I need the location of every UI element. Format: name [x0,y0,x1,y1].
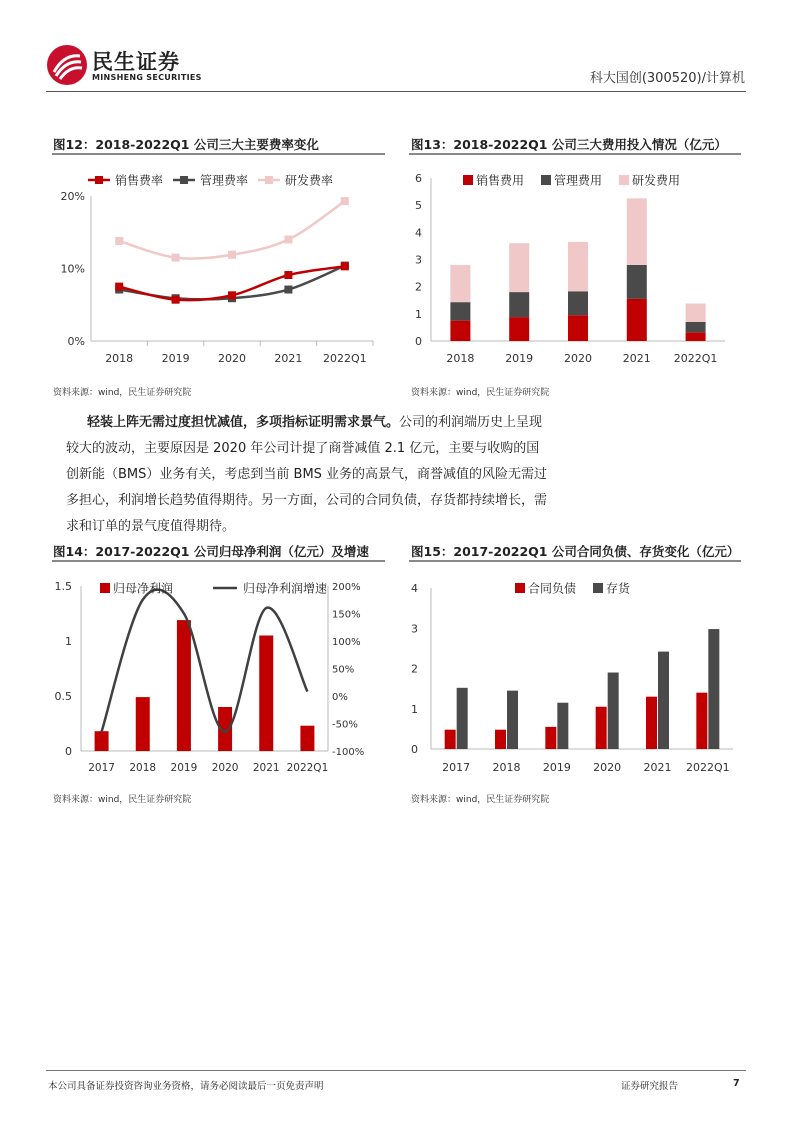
x-tick-label: 2022Q1 [673,352,718,365]
x-tick-label: 2021 [643,761,672,774]
bar-2-2 [568,242,588,291]
fig14-chart [48,568,393,778]
data-point-0-0 [115,283,123,291]
y-tick-label: 6 [415,172,422,185]
legend-label-0: 销售费用 [476,173,525,188]
y-tick-label: 3 [411,622,418,636]
bar-2-3 [627,198,647,265]
y-tick-label: 5 [415,199,422,213]
x-tick-label: 2018 [446,352,475,365]
series-line-2 [119,201,345,259]
bar-0-0 [450,321,470,341]
fig12-source: 资料来源：wind，民生证券研究院 [53,388,192,398]
x-tick-label: 2019 [170,762,198,774]
bar-0-2 [568,315,588,341]
legend-label-2: 研发费用 [632,173,681,188]
paragraph-bold: 轻装上阵无需过度担忧减值，多项指标证明需求景气。 [87,415,400,430]
x-tick-label: 2018 [492,761,521,774]
header-divider [46,91,746,92]
data-point-2-4 [341,197,349,205]
y-tick-label: 1 [415,307,422,321]
x-tick-label: 2019 [505,352,534,365]
data-point-2-1 [172,254,180,262]
legend-swatch-0 [100,583,110,593]
x-tick-label: 2019 [161,352,190,365]
data-point-0-4 [341,262,349,270]
x-tick-label: 2017 [88,762,115,774]
x-tick-label: 2017 [442,761,471,774]
legend-label-1: 管理费率 [200,173,249,188]
footer-disclaimer: 本公司具备证券投资咨询业务资格，请务必阅读最后一页免责声明 [48,1081,324,1092]
y-tick-label: 0 [411,743,418,756]
y-left-tick-label: 0 [65,745,72,758]
x-tick-label: 2021 [622,352,651,365]
x-tick-label: 2022Q1 [322,352,367,365]
y-left-tick-label: 1.5 [54,580,72,593]
bar-0-0 [445,730,456,749]
bar-0-5 [696,693,707,749]
x-tick-label: 2022Q1 [286,762,329,774]
fig14-title: 图14：2017-2022Q1 公司归母净利润（亿元）及增速 [53,544,369,559]
legend-label-1: 归母净利润增速 [243,581,328,596]
y-tick-label: 4 [415,226,422,240]
data-point-0-1 [172,296,180,304]
bar-0-3 [627,299,647,341]
y-right-tick-label: -100% [332,747,365,758]
logo-icon [46,44,88,86]
x-tick-label: 2020 [211,762,239,774]
x-tick-label: 2021 [252,762,280,774]
legend-swatch-0 [463,175,473,185]
footer-report-type: 证券研究报告 [621,1081,679,1092]
bar-0-3 [596,707,607,749]
legend-swatch-1 [541,175,551,185]
legend-swatch-1 [593,583,603,593]
fig14-source: 资料来源：wind，民生证券研究院 [53,795,192,805]
y-right-tick-label: 0% [332,692,348,703]
data-point-2-3 [284,236,292,244]
y-tick-label: 3 [415,253,422,267]
fig13-title-rule [409,153,741,155]
legend-label-2: 研发费率 [285,173,334,188]
bar-0-1 [495,730,506,749]
bar-0-4 [686,332,706,341]
legend-label-1: 管理费用 [554,173,603,188]
body-paragraph [66,410,548,540]
legend-label-0: 合同负债 [528,581,577,596]
bar-5 [300,726,314,751]
data-point-1-3 [284,286,292,294]
bar-2-4 [686,304,706,322]
bar-1-2 [568,291,588,315]
legend-label-0: 销售费率 [115,173,164,188]
y-tick-label: 0 [415,335,422,348]
data-point-2-0 [115,237,123,245]
fig12-chart [48,160,388,370]
data-point-0-2 [228,291,236,299]
bar-1-1 [507,691,518,749]
bar-1-4 [686,322,706,332]
bar-0-2 [545,727,556,749]
x-tick-label: 2020 [218,352,246,365]
header [0,0,793,95]
data-point-2-2 [228,251,236,259]
y-tick-label: 20% [60,190,85,203]
bar-1-4 [658,652,669,749]
x-tick-label: 2022Q1 [686,761,730,774]
fig12-title: 图12：2018-2022Q1 公司三大主要费率变化 [53,137,319,152]
y-tick-label: 2 [411,662,418,676]
footer-divider [46,1070,746,1071]
bar-1-5 [708,629,719,749]
fig12-title-rule [52,153,385,155]
bar-1-1 [509,292,529,317]
fig15-title-rule [409,560,741,562]
y-left-tick-label: 0.5 [54,690,72,703]
page-number: 7 [733,1078,740,1089]
y-right-tick-label: 100% [332,637,361,648]
legend-marker-1 [180,176,188,184]
paragraph-text: 公司的利润端历史上呈现较大的波动，主要原因是 2020 年公司计提了商誉减值 2.1 亿元，主要与收购的国创新能（BMS）业务有关，考虑到当前 BMS 业务的高景气，商誉减值的风险无需过多担心，利润增长趋势值得期待。另一方面，公司的合同负债，存货都持续增长，需求和订单的景气度值得期待。 [66,415,548,534]
bar-2 [177,620,191,751]
x-tick-label: 2020 [564,352,592,365]
growth-line [102,590,308,732]
y-tick-label: 1 [411,702,418,716]
company-name-cn: 民生证券 [92,50,180,74]
stock-label: 科大国创(300520)/计算机 [589,71,745,86]
fig13-chart [405,160,745,370]
x-tick-label: 2021 [274,352,303,365]
legend-marker-0 [95,176,103,184]
y-tick-label: 0% [67,335,85,348]
fig15-chart [405,568,745,778]
bar-0-4 [646,697,657,749]
x-tick-label: 2020 [593,761,622,774]
x-tick-label: 2019 [542,761,571,774]
bar-4 [259,636,273,752]
y-tick-label: 4 [411,582,418,595]
company-name-en: MINSHENG SECURITIES [92,73,202,82]
fig13-source: 资料来源：wind，民生证券研究院 [411,388,550,398]
x-tick-label: 2018 [129,762,157,774]
y-right-tick-label: 50% [332,664,355,676]
y-left-tick-label: 1 [65,635,72,648]
bar-1-0 [457,688,468,749]
bar-1-3 [627,265,647,299]
x-tick-label: 2018 [105,352,134,365]
y-right-tick-label: 150% [332,609,361,621]
bar-1 [136,697,150,751]
data-point-0-3 [284,271,292,279]
legend-swatch-2 [619,175,629,185]
fig13-title: 图13：2018-2022Q1 公司三大费用投入情况（亿元） [411,137,727,152]
y-right-tick-label: 200% [332,582,361,593]
bar-1-2 [557,703,568,749]
y-tick-label: 10% [60,262,85,276]
bar-2-0 [450,265,470,302]
legend-label-0: 归母净利润 [113,581,174,596]
y-right-tick-label: -50% [332,719,358,731]
y-tick-label: 2 [415,280,422,294]
fig15-title: 图15：2017-2022Q1 公司合同负债、存货变化（亿元） [411,544,740,559]
legend-swatch-0 [515,583,525,593]
bar-0 [95,731,109,751]
fig14-title-rule [52,560,385,562]
legend-label-1: 存货 [606,581,631,596]
bar-1-0 [450,302,470,320]
legend-marker-2 [265,176,273,184]
fig15-source: 资料来源：wind，民生证券研究院 [411,795,550,805]
bar-2-1 [509,243,529,292]
bar-1-3 [608,673,619,749]
bar-0-1 [509,317,529,341]
